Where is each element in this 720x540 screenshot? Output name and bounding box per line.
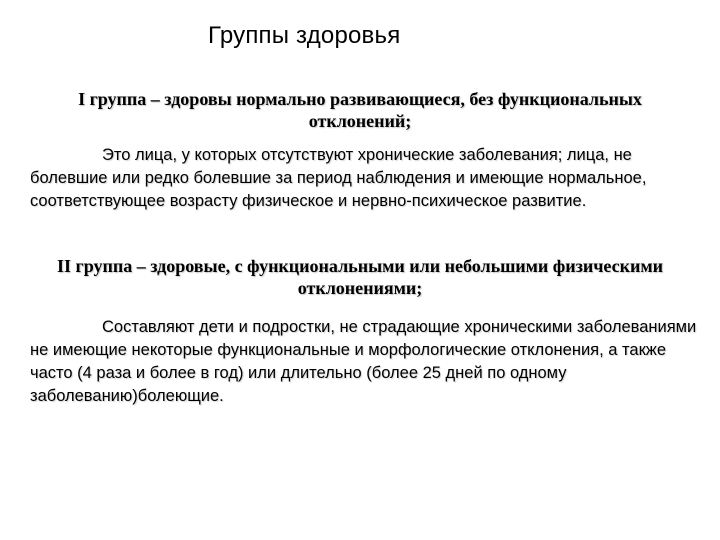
slide-title: Группы здоровья	[208, 22, 401, 49]
group-2-heading: II группа – здоровые, с функциональными или небольшими физическими отклонениями;	[57, 256, 663, 298]
group-1-description: Это лица, у которых отсутствуют хронические заболевания; лица, не болевшие или редко болевшие за период наблюдения и имеющие нормальное, соответствующее возрасту физическое и нервно-психическое развитие.	[30, 146, 647, 210]
group-2-description: Составляют дети и подростки, не страдающие хроническими заболеваниями не имеющие некоторые функциональные и морфологические отклонения, а также часто (4 раза и более в год) или длительно (более 25 дней по одному заболеванию)болеющие.	[30, 318, 697, 405]
group-1-heading: I группа – здоровы нормально развивающиеся, без функциональных отклонений;	[78, 89, 642, 131]
